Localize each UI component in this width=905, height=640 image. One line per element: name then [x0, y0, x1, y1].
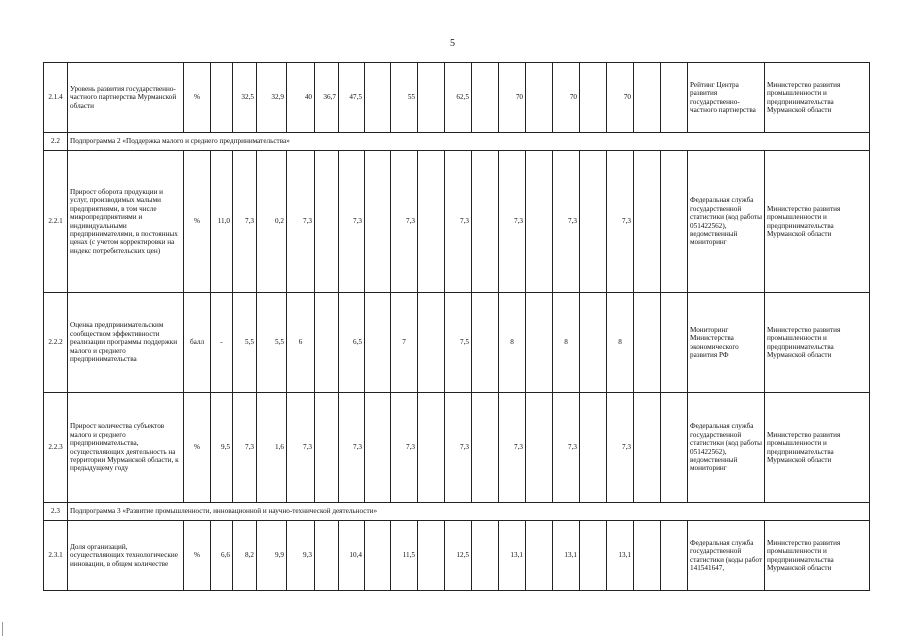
row-code: 2.1.4: [44, 63, 68, 133]
empty-cell: [472, 393, 499, 503]
value-cell: 7,3: [499, 393, 526, 503]
empty-cell: [365, 293, 391, 393]
empty-cell: [315, 293, 339, 393]
value-cell: 7,3: [287, 151, 315, 293]
value-cell: 7,3: [339, 151, 365, 293]
table-row: [44, 503, 870, 521]
empty-cell: [580, 63, 607, 133]
value-cell: 7,3: [391, 151, 418, 293]
value-cell: 7,3: [233, 393, 257, 503]
value-cell: 7,3: [553, 393, 580, 503]
value-cell: 8,2: [233, 521, 257, 591]
responsible-cell: Министерство развития промышленности и предпринимательства Мурманской области: [765, 293, 870, 393]
page-number: 5: [450, 38, 455, 49]
empty-cell: [472, 293, 499, 393]
value-cell: 13,1: [607, 521, 634, 591]
row-code: 2.3.1: [44, 521, 68, 591]
indicator-name: Прирост количества субъектов малого и среднего предпринимательства, осуществляющих деятельность на территории Мурманской области, к предыдущему году: [68, 393, 184, 503]
value-cell: 47,5: [339, 63, 365, 133]
value-cell: 8: [499, 293, 526, 393]
empty-cell: [634, 393, 661, 503]
indicator-name: Оценка предпринимательским сообществом эффективности реализации программы поддержки малого и среднего предпринимательства: [68, 293, 184, 393]
empty-cell: [526, 151, 553, 293]
value-cell: 9,3: [287, 521, 315, 591]
value-cell: 8: [553, 293, 580, 393]
subprogram-code: 2.2: [44, 133, 68, 151]
responsible-cell: Министерство развития промышленности и предпринимательства Мурманской области: [765, 521, 870, 591]
source-cell: Рейтинг Центра развития государственно-частного партнерства: [688, 63, 765, 133]
row-code: 2.2.1: [44, 151, 68, 293]
value-cell: 10,4: [339, 521, 365, 591]
value-cell: 12,5: [445, 521, 472, 591]
empty-cell: [418, 63, 445, 133]
value-cell: 36,7: [315, 63, 339, 133]
subprogram-title: Подпрограмма 3 «Развитие промышленности, инновационной и научно-технической деятельности»: [68, 503, 870, 521]
value-cell: 70: [499, 63, 526, 133]
value-cell: 40: [287, 63, 315, 133]
empty-cell: [365, 63, 391, 133]
subprogram-title: Подпрограмма 2 «Поддержка малого и среднего предпринимательства»: [68, 133, 870, 151]
empty-cell: [661, 393, 688, 503]
value-cell: 7,3: [339, 393, 365, 503]
value-cell: 0,2: [257, 151, 287, 293]
empty-cell: [634, 293, 661, 393]
value-cell: 7,3: [287, 393, 315, 503]
indicator-name: Прирост оборота продукции и услуг, производимых малыми предприятиями, в том числе микропредприятиями и индивидуальными предпринимателями, в постоянных ценах (с учетом корректировки на индекс потребительских цен): [68, 151, 184, 293]
empty-cell: [580, 151, 607, 293]
table-row: [44, 293, 870, 393]
value-cell: 6,6: [211, 521, 233, 591]
empty-cell: [526, 293, 553, 393]
empty-cell: [580, 521, 607, 591]
value-cell: 7,3: [445, 151, 472, 293]
value-cell: 7,3: [607, 151, 634, 293]
value-cell: 13,1: [499, 521, 526, 591]
value-cell: 8: [607, 293, 634, 393]
table-row: [44, 521, 870, 591]
empty-cell: [365, 151, 391, 293]
value-cell: 9,9: [257, 521, 287, 591]
value-cell: 5,5: [233, 293, 257, 393]
scan-edge-mark: [2, 622, 9, 636]
unit-cell: балл: [184, 293, 211, 393]
source-cell: Мониторинг Министерства экономического развития РФ: [688, 293, 765, 393]
value-cell: 7,3: [233, 151, 257, 293]
empty-cell: [418, 393, 445, 503]
value-cell: 7,3: [607, 393, 634, 503]
value-cell: 7,3: [445, 393, 472, 503]
responsible-cell: Министерство развития промышленности и предпринимательства Мурманской области: [765, 151, 870, 293]
empty-cell: [315, 151, 339, 293]
empty-cell: [472, 521, 499, 591]
empty-cell: [418, 293, 445, 393]
table-row: [44, 151, 870, 293]
empty-cell: [526, 521, 553, 591]
source-cell: Федеральная служба государственной статистики (код работы 051422562), ведомственный мониторинг: [688, 151, 765, 293]
empty-cell: [661, 63, 688, 133]
value-cell: 70: [553, 63, 580, 133]
value-cell: -: [211, 293, 233, 393]
value-cell: 9,5: [211, 393, 233, 503]
empty-cell: [661, 151, 688, 293]
table-row: [44, 133, 870, 151]
value-cell: 32,5: [233, 63, 257, 133]
value-cell: 55: [391, 63, 418, 133]
indicators-table: [43, 62, 870, 591]
row-code: 2.2.2: [44, 293, 68, 393]
empty-cell: [661, 293, 688, 393]
unit-cell: %: [184, 393, 211, 503]
empty-cell: [365, 393, 391, 503]
value-cell: 6,5: [339, 293, 365, 393]
table-row: [44, 393, 870, 503]
value-cell: 11,0: [211, 151, 233, 293]
empty-cell: [634, 151, 661, 293]
table-row: [44, 63, 870, 133]
empty-cell: [634, 521, 661, 591]
empty-cell: [580, 293, 607, 393]
row-code: 2.2.3: [44, 393, 68, 503]
empty-cell: [580, 393, 607, 503]
value-cell: 62,5: [445, 63, 472, 133]
empty-cell: [315, 393, 339, 503]
value-cell: 70: [607, 63, 634, 133]
value-cell: 7,3: [553, 151, 580, 293]
value-cell: 5,5: [257, 293, 287, 393]
unit-cell: %: [184, 63, 211, 133]
value-cell: [211, 63, 233, 133]
empty-cell: [315, 521, 339, 591]
responsible-cell: Министерство развития промышленности и предпринимательства Мурманской области: [765, 393, 870, 503]
indicator-name: Доля организаций, осуществляющих технологические инновации, в общем количестве: [68, 521, 184, 591]
empty-cell: [418, 521, 445, 591]
value-cell: 7,5: [445, 293, 472, 393]
source-cell: Федеральная служба государственной статистики (код работы 051422562), ведомственный мониторинг: [688, 393, 765, 503]
value-cell: 11,5: [391, 521, 418, 591]
empty-cell: [661, 521, 688, 591]
empty-cell: [526, 393, 553, 503]
empty-cell: [634, 63, 661, 133]
value-cell: 32,9: [257, 63, 287, 133]
empty-cell: [472, 151, 499, 293]
unit-cell: %: [184, 521, 211, 591]
indicator-name: Уровень развития государственно-частного партнерства Мурманской области: [68, 63, 184, 133]
empty-cell: [526, 63, 553, 133]
responsible-cell: Министерство развития промышленности и предпринимательства Мурманской области: [765, 63, 870, 133]
value-cell: 7,3: [499, 151, 526, 293]
value-cell: 13,1: [553, 521, 580, 591]
value-cell: 7: [391, 293, 418, 393]
source-cell: Федеральная служба государственной статистики (коды работ 141541647,: [688, 521, 765, 591]
value-cell: 6: [287, 293, 315, 393]
subprogram-code: 2.3: [44, 503, 68, 521]
unit-cell: %: [184, 151, 211, 293]
empty-cell: [365, 521, 391, 591]
value-cell: 1,6: [257, 393, 287, 503]
value-cell: 7,3: [391, 393, 418, 503]
empty-cell: [472, 63, 499, 133]
empty-cell: [418, 151, 445, 293]
